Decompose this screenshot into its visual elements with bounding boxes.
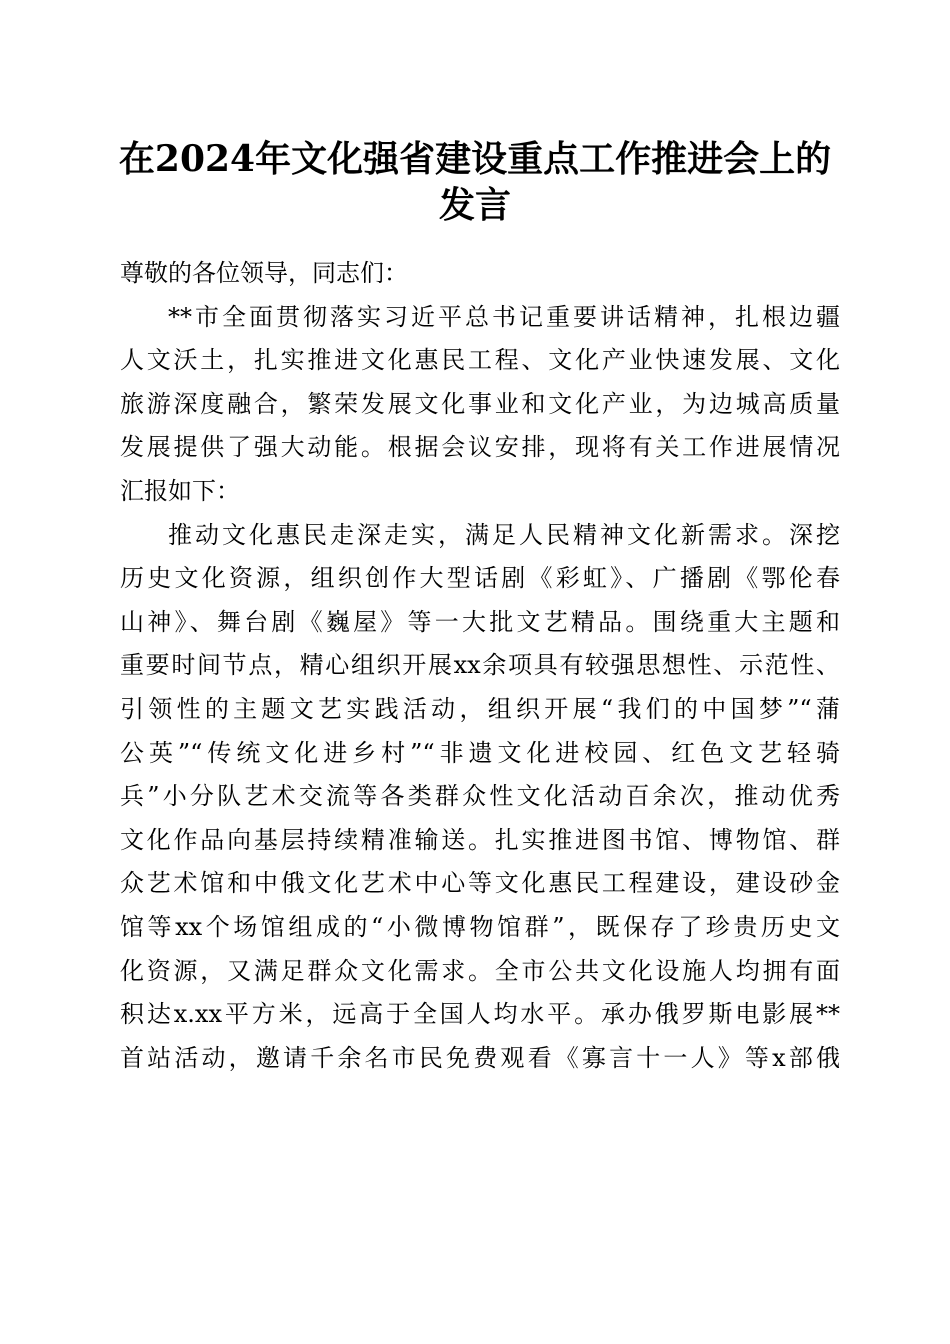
paragraph-line: 旅游深度融合，繁荣发展文化事业和文化产业，为边城高质量 <box>120 389 840 418</box>
page-title <box>110 136 840 228</box>
paragraph-line: 众艺术馆和中俄文化艺术中心等文化惠民工程建设，建设砂金 <box>120 869 840 898</box>
paragraph-1 <box>120 296 840 514</box>
paragraph-line: 人文沃土，扎实推进文化惠民工程、文化产业快速发展、文化 <box>120 346 840 375</box>
paragraph-line: 馆等xx个场馆组成的“小微博物馆群”，既保存了珍贵历史文 <box>120 912 840 941</box>
paragraph-line: **市全面贯彻落实习近平总书记重要讲话精神，扎根边疆 <box>168 302 840 331</box>
paragraph-line: 山神》、舞台剧《巍屋》等一大批文艺精品。围绕重大主题和 <box>120 607 840 636</box>
paragraph-line: 首站活动，邀请千余名市民免费观看《寡言十一人》等x部俄 <box>120 1043 840 1072</box>
title-line-2: 发言 <box>438 184 511 226</box>
salutation: 尊敬的各位领导，同志们： <box>120 259 408 287</box>
paragraph-line: 发展提供了强大动能。根据会议安排，现将有关工作进展情况 <box>120 433 840 462</box>
paragraph-line: 重要时间节点，精心组织开展xx余项具有较强思想性、示范性、 <box>120 651 840 680</box>
paragraph-line: 积达x.xx平方米，远高于全国人均水平。承办俄罗斯电影展** <box>120 1000 840 1029</box>
paragraph-line: 推动文化惠民走深走实，满足人民精神文化新需求。深挖 <box>168 520 840 549</box>
paragraph-2 <box>120 514 840 1081</box>
title-line-1: 在2024年文化强省建设重点工作推进会上的 <box>118 138 832 180</box>
paragraph-line: 文化作品向基层持续精准输送。扎实推进图书馆、博物馆、群 <box>120 825 840 854</box>
paragraph-line: 化资源，又满足群众文化需求。全市公共文化设施人均拥有面 <box>120 956 840 985</box>
paragraph-line: 公英”“传统文化进乡村”“非遗文化进校园、红色文艺轻骑 <box>120 738 840 767</box>
paragraph-line: 兵”小分队艺术交流等各类群众性文化活动百余次，推动优秀 <box>120 782 840 811</box>
paragraph-line: 历史文化资源，组织创作大型话剧《彩虹》、广播剧《鄂伦春 <box>120 564 840 593</box>
document-body <box>120 252 840 1080</box>
paragraph-line: 引领性的主题文艺实践活动，组织开展“我们的中国梦”“蒲 <box>120 694 840 723</box>
paragraph-line: 汇报如下： <box>120 476 240 505</box>
